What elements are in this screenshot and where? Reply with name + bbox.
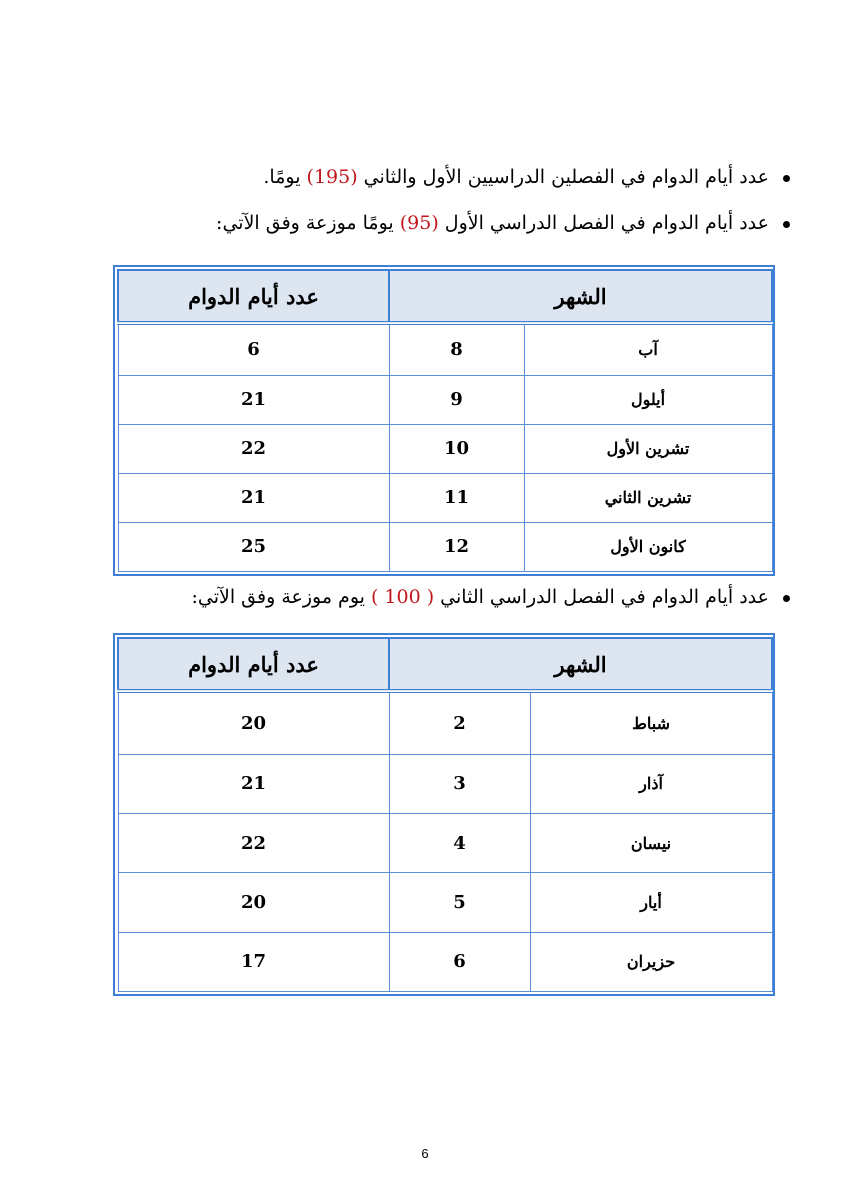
table-row <box>118 754 772 813</box>
days-count: 6 <box>118 323 389 375</box>
month-name: آذار <box>530 754 772 813</box>
annual-days-count: (195) <box>306 166 358 188</box>
bullet-dot-icon <box>783 595 790 602</box>
days-count: 21 <box>118 754 389 813</box>
month-number: 12 <box>389 522 524 571</box>
month-number: 6 <box>389 932 530 991</box>
days-count: 21 <box>118 473 389 522</box>
month-name: تشرين الأول <box>524 424 772 473</box>
page-number: 6 <box>421 1146 429 1161</box>
header-month: الشهر <box>389 638 772 691</box>
month-number: 11 <box>389 473 524 522</box>
bullet-dot-icon <box>783 175 790 182</box>
table-row <box>118 814 772 873</box>
header-days: عدد أيام الدوام <box>118 270 389 323</box>
first-semester-count: (95) <box>399 212 439 234</box>
days-count: 20 <box>118 691 389 754</box>
table-row <box>118 424 772 473</box>
table-row <box>118 932 772 991</box>
days-count: 21 <box>118 375 389 424</box>
month-number: 10 <box>389 424 524 473</box>
days-count: 17 <box>118 932 389 991</box>
first-semester-table <box>113 265 775 576</box>
header-days: عدد أيام الدوام <box>118 638 389 691</box>
month-number: 8 <box>389 323 524 375</box>
days-count: 25 <box>118 522 389 571</box>
second-semester-count: ( 100 ) <box>370 586 435 608</box>
table-row <box>118 522 772 571</box>
month-number: 9 <box>389 375 524 424</box>
days-count: 22 <box>118 814 389 873</box>
second-semester-table <box>113 633 775 996</box>
table-row <box>118 473 772 522</box>
month-number: 2 <box>389 691 530 754</box>
month-number: 4 <box>389 814 530 873</box>
month-number: 5 <box>389 873 530 932</box>
month-name: حزيران <box>530 932 772 991</box>
bullet-second-semester: عدد أيام الدوام في الفصل الدراسي الثاني ( 100 ) يوم موزعة وفق الآتي: <box>90 584 790 610</box>
table-row <box>118 691 772 754</box>
bullet-first-semester: عدد أيام الدوام في الفصل الدراسي الأول (95) يومًا موزعة وفق الآتي: <box>90 210 790 236</box>
days-count: 22 <box>118 424 389 473</box>
month-number: 3 <box>389 754 530 813</box>
month-name: أيار <box>530 873 772 932</box>
table-row <box>118 323 772 375</box>
month-name: أيلول <box>524 375 772 424</box>
bullet-dot-icon <box>783 221 790 228</box>
header-month: الشهر <box>389 270 772 323</box>
table-row <box>118 375 772 424</box>
month-name: شباط <box>530 691 772 754</box>
month-name: آب <box>524 323 772 375</box>
month-name: كانون الأول <box>524 522 772 571</box>
table-row <box>118 873 772 932</box>
bullet-annual-days: عدد أيام الدوام في الفصلين الدراسيين الأول والثاني (195) يومًا. <box>90 164 790 190</box>
month-name: نيسان <box>530 814 772 873</box>
month-name: تشرين الثاني <box>524 473 772 522</box>
days-count: 20 <box>118 873 389 932</box>
